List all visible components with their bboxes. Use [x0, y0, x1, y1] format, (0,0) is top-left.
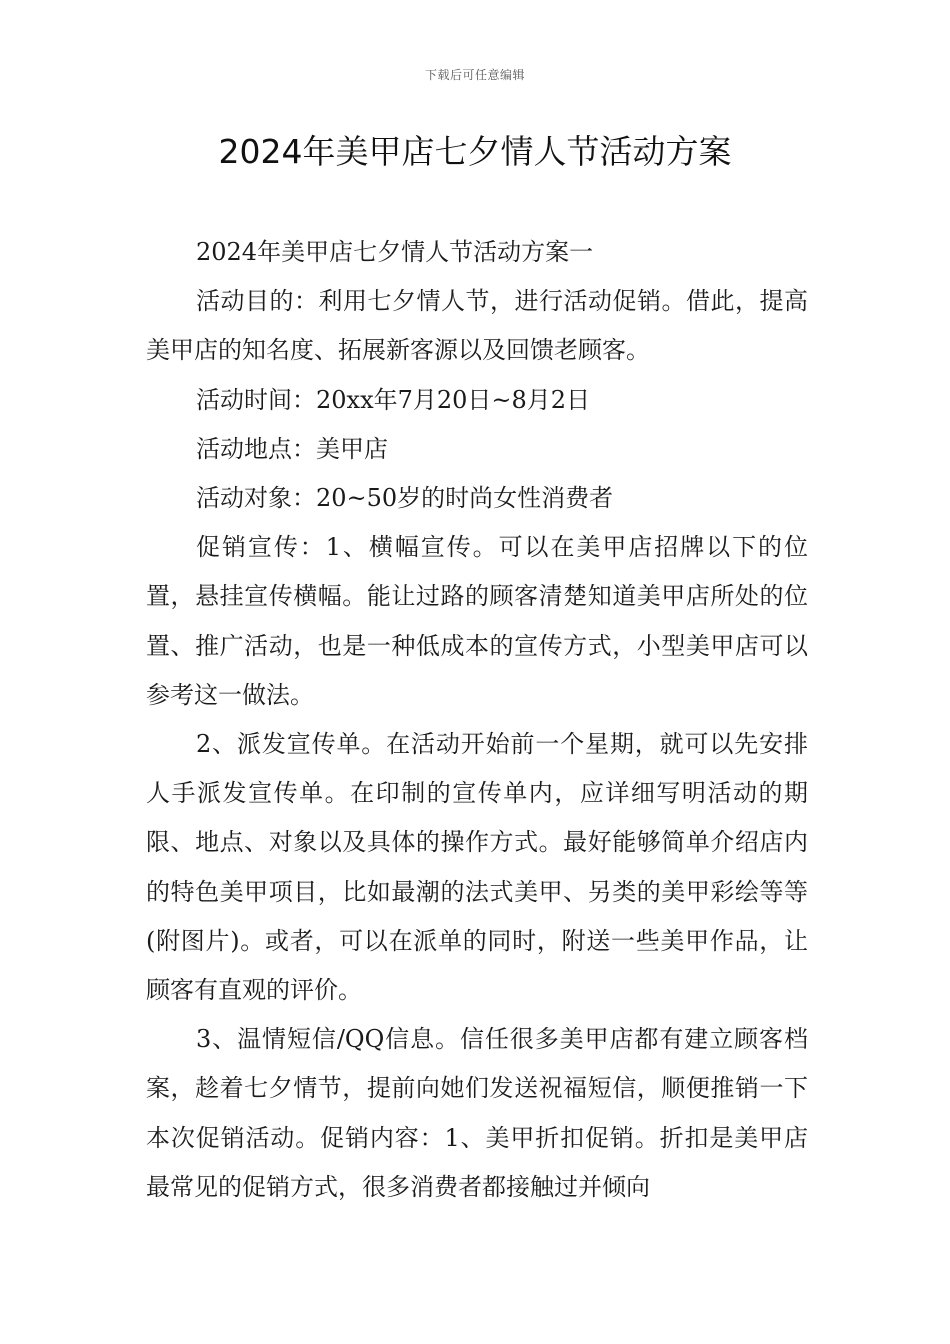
- paragraph-time: 活动时间：20xx年7月20日~8月2日: [196, 385, 591, 414]
- paragraph-audience: 活动对象：20~50岁的时尚女性消费者: [196, 484, 614, 513]
- header-note: 下载后可任意编辑: [424, 68, 525, 82]
- paragraph-promotion-sms: 3、温情短信/QQ信息。信任很多美甲店都有建立顾客档案，趁着七夕情节，提前向她们发送祝福短信，顺便推销一下本次促销活动。促销内容：1、美甲折扣促销。折扣是美甲店最常见的促销方式，很多消费者都接触过并倾向: [146, 1025, 808, 1201]
- paragraph-promotion-flyers: 2、派发宣传单。在活动开始前一个星期，就可以先安排人手派发宣传单。在印制的宣传单内，应详细写明活动的期限、地点、对象以及具体的操作方式。最好能够简单介绍店内的特色美甲项目，比如最潮的法式美甲、另类的美甲彩绘等等(附图片)。或者，可以在派单的同时，附送一些美甲作品，让顾客有直观的评价。: [146, 730, 808, 1005]
- document-body: [146, 228, 808, 1212]
- document-title: 2024年美甲店七夕情人节活动方案: [218, 132, 732, 171]
- paragraph-promotion-banner: 促销宣传：1、横幅宣传。可以在美甲店招牌以下的位置，悬挂宣传横幅。能让过路的顾客清楚知道美甲店所处的位置、推广活动，也是一种低成本的宣传方式，小型美甲店可以参考这一做法。: [146, 533, 808, 709]
- paragraph-subtitle: 2024年美甲店七夕情人节活动方案一: [196, 238, 594, 266]
- paragraph-location: 活动地点：美甲店: [196, 434, 388, 463]
- paragraph-purpose: 活动目的：利用七夕情人节，进行活动促销。借此，提高美甲店的知名度、拓展新客源以及回馈老顾客。: [146, 287, 808, 365]
